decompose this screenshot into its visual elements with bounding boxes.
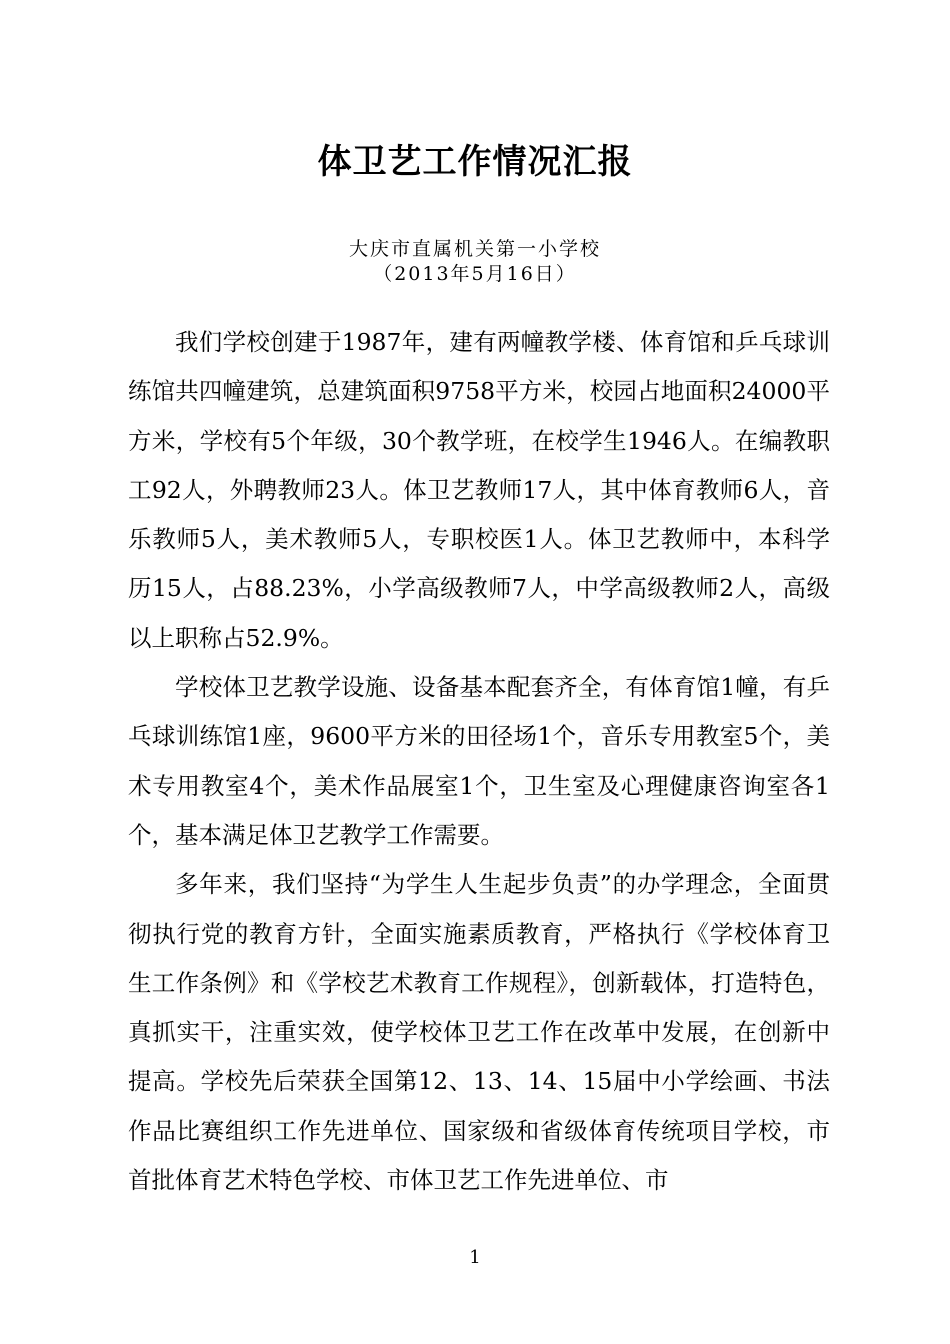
document-date: （2013年5月16日）	[373, 263, 577, 285]
paragraph-school-overview: 我们学校创建于1987年，建有两幢教学楼、体育馆和乒乓球训练馆共四幢建筑，总建筑面积9758平方米，校园占地面积24000平方米，学校有5个年级，30个教学班，在校学生1946人。在编教职工92人，外聘教师23人。体卫艺教师17人，其中体育教师6人，音乐教师5人，美术教师5人，专职校医1人。体卫艺教师中，本科学历15人，占88.23%，小学高级教师7人，中学高级教师2人，高级以上职称占52.9%。	[128, 328, 830, 652]
document-body	[128, 318, 830, 1205]
document-author: 大庆市直属机关第一小学校	[348, 238, 601, 260]
paragraph-facilities: 学校体卫艺教学设施、设备基本配套齐全，有体育馆1幢，有乒乓球训练馆1座，9600平方米的田径场1个，音乐专用教室5个，美术专用教室4个，美术作品展室1个，卫生室及心理健康咨询室各1个，基本满足体卫艺教学工作需要。	[128, 673, 830, 849]
page-number: 1	[469, 1247, 481, 1268]
paragraph-achievements: 多年来，我们坚持“为学生人生起步负责”的办学理念，全面贯彻执行党的教育方针，全面实施素质教育，严格执行《学校体育卫生工作条例》和《学校艺术教育工作规程》，创新载体，打造特色，真抓实干，注重实效，使学校体卫艺工作在改革中发展，在创新中提高。学校先后荣获全国第12、13、14、15届中小学绘画、书法作品比赛组织工作先进单位、国家级和省级体育传统项目学校，市首批体育艺术特色学校、市体卫艺工作先进单位、市	[128, 870, 830, 1195]
document-title: 体卫艺工作情况汇报	[317, 142, 633, 182]
